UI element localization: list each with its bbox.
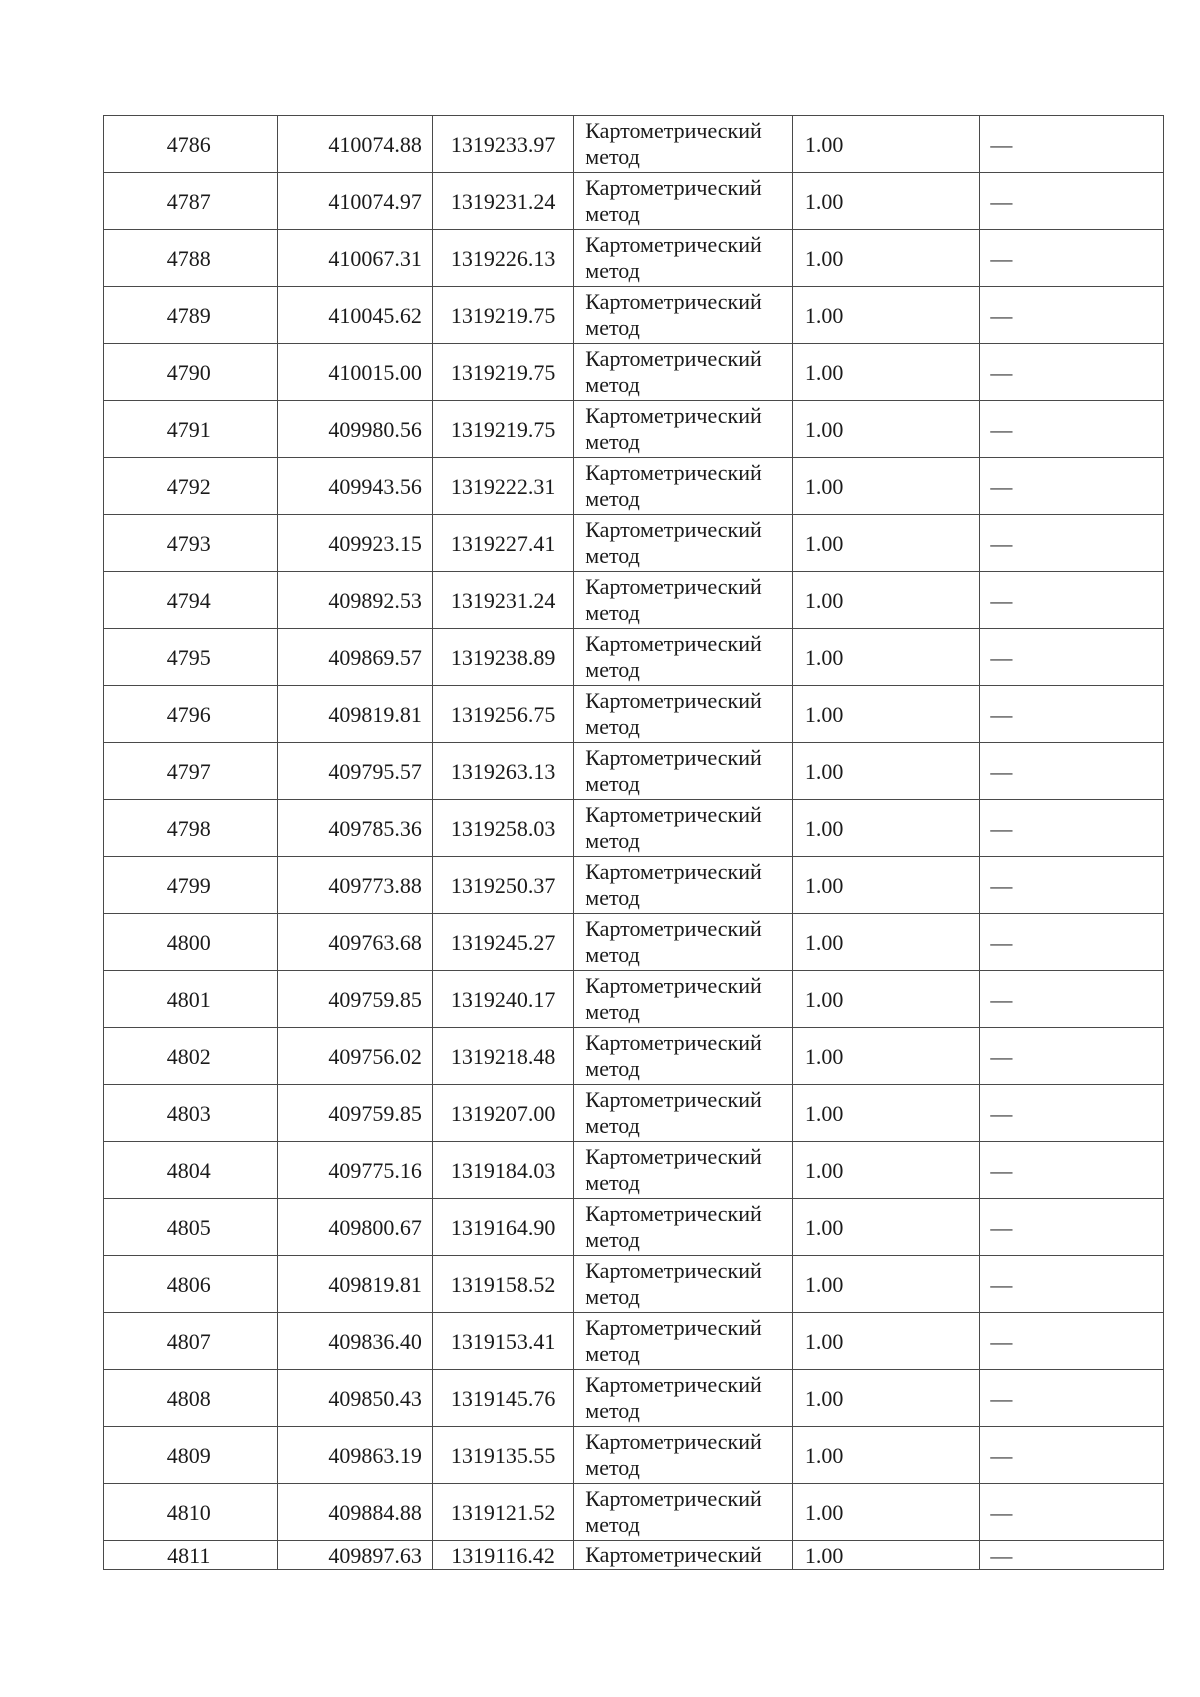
x-coordinate-cell: 410045.62 [278, 287, 432, 344]
point-number-cell: 4791 [104, 401, 278, 458]
method-cell [574, 686, 793, 743]
table-row [104, 971, 1164, 1028]
method-text-line2: метод [585, 999, 640, 1024]
point-number-cell: 4808 [104, 1370, 278, 1427]
y-coordinate-cell: 1319238.89 [432, 629, 573, 686]
table-row [104, 686, 1164, 743]
description-cell: — [980, 1313, 1164, 1370]
method-text-line2: метод [585, 1284, 640, 1309]
point-number-cell: 4787 [104, 173, 278, 230]
description-cell: — [980, 287, 1164, 344]
x-coordinate-cell: 409923.15 [278, 515, 432, 572]
method-cell [574, 1541, 793, 1570]
table-row [104, 458, 1164, 515]
method-text-line2: метод [585, 315, 640, 340]
description-cell: — [980, 1541, 1164, 1570]
table-row [104, 173, 1164, 230]
method-text-line1: Картометрический [585, 745, 762, 770]
point-number-cell: 4788 [104, 230, 278, 287]
method-text-line1: Картометрический [585, 403, 762, 428]
accuracy-cell: 1.00 [792, 287, 980, 344]
method-text-line1: Картометрический [585, 1144, 762, 1169]
accuracy-cell: 1.00 [792, 800, 980, 857]
y-coordinate-cell: 1319263.13 [432, 743, 573, 800]
method-cell [574, 857, 793, 914]
point-number-cell: 4797 [104, 743, 278, 800]
point-number-cell: 4802 [104, 1028, 278, 1085]
method-text-line2: метод [585, 372, 640, 397]
table-row [104, 1484, 1164, 1541]
method-text-line1: Картометрический [585, 973, 762, 998]
y-coordinate-cell: 1319233.97 [432, 116, 573, 173]
method-text-line1: Картометрический [585, 517, 762, 542]
method-text-line1: Картометрический [585, 1372, 762, 1397]
point-number-cell: 4809 [104, 1427, 278, 1484]
method-cell [574, 1028, 793, 1085]
method-cell [574, 743, 793, 800]
point-number-cell: 4795 [104, 629, 278, 686]
y-coordinate-cell: 1319184.03 [432, 1142, 573, 1199]
x-coordinate-cell: 409775.16 [278, 1142, 432, 1199]
method-text-line1: Картометрический [585, 1030, 762, 1055]
accuracy-cell: 1.00 [792, 173, 980, 230]
table-row [104, 1142, 1164, 1199]
y-coordinate-cell: 1319207.00 [432, 1085, 573, 1142]
description-cell: — [980, 230, 1164, 287]
table-row [104, 1427, 1164, 1484]
y-coordinate-cell: 1319145.76 [432, 1370, 573, 1427]
method-cell [574, 401, 793, 458]
description-cell: — [980, 515, 1164, 572]
table-row [104, 1085, 1164, 1142]
accuracy-cell: 1.00 [792, 230, 980, 287]
table-row [104, 1256, 1164, 1313]
method-cell [574, 230, 793, 287]
x-coordinate-cell: 409980.56 [278, 401, 432, 458]
method-text-line1: Картометрический [585, 232, 762, 257]
accuracy-cell: 1.00 [792, 1142, 980, 1199]
description-cell: — [980, 1256, 1164, 1313]
x-coordinate-cell: 409884.88 [278, 1484, 432, 1541]
method-text-line1: Картометрический [585, 1429, 762, 1454]
accuracy-cell: 1.00 [792, 1370, 980, 1427]
description-cell: — [980, 914, 1164, 971]
accuracy-cell: 1.00 [792, 1199, 980, 1256]
y-coordinate-cell: 1319219.75 [432, 287, 573, 344]
y-coordinate-cell: 1319250.37 [432, 857, 573, 914]
table-row [104, 344, 1164, 401]
table-row [104, 230, 1164, 287]
method-text-line1: Картометрический [585, 1542, 762, 1567]
description-cell: — [980, 1484, 1164, 1541]
method-text-line1: Картометрический [585, 574, 762, 599]
method-text-line2: метод [585, 144, 640, 169]
method-cell [574, 1142, 793, 1199]
description-cell: — [980, 1085, 1164, 1142]
method-text-line2: метод [585, 543, 640, 568]
accuracy-cell: 1.00 [792, 629, 980, 686]
x-coordinate-cell: 409943.56 [278, 458, 432, 515]
y-coordinate-cell: 1319121.52 [432, 1484, 573, 1541]
method-text-line1: Картометрический [585, 1486, 762, 1511]
method-text-line1: Картометрический [585, 802, 762, 827]
accuracy-cell: 1.00 [792, 914, 980, 971]
method-cell [574, 1256, 793, 1313]
description-cell: — [980, 857, 1164, 914]
x-coordinate-cell: 409819.81 [278, 1256, 432, 1313]
y-coordinate-cell: 1319258.03 [432, 800, 573, 857]
accuracy-cell: 1.00 [792, 401, 980, 458]
description-cell: — [980, 629, 1164, 686]
method-cell [574, 116, 793, 173]
point-number-cell: 4793 [104, 515, 278, 572]
accuracy-cell: 1.00 [792, 1028, 980, 1085]
x-coordinate-cell: 410015.00 [278, 344, 432, 401]
x-coordinate-cell: 409795.57 [278, 743, 432, 800]
x-coordinate-cell: 409892.53 [278, 572, 432, 629]
point-number-cell: 4786 [104, 116, 278, 173]
x-coordinate-cell: 409785.36 [278, 800, 432, 857]
table-row [104, 1370, 1164, 1427]
accuracy-cell: 1.00 [792, 857, 980, 914]
method-text-line2: метод [585, 1341, 640, 1366]
table-row [104, 1541, 1164, 1570]
method-text-line2: метод [585, 942, 640, 967]
description-cell: — [980, 1028, 1164, 1085]
method-text-line2: метод [585, 657, 640, 682]
method-text-line1: Картометрический [585, 1258, 762, 1283]
method-cell [574, 287, 793, 344]
table-row [104, 515, 1164, 572]
method-cell [574, 629, 793, 686]
point-number-cell: 4792 [104, 458, 278, 515]
method-text-line2: метод [585, 1170, 640, 1195]
table-row [104, 572, 1164, 629]
method-cell [574, 515, 793, 572]
method-text-line2: метод [585, 771, 640, 796]
x-coordinate-cell: 409800.67 [278, 1199, 432, 1256]
point-number-cell: 4789 [104, 287, 278, 344]
point-number-cell: 4807 [104, 1313, 278, 1370]
accuracy-cell: 1.00 [792, 1313, 980, 1370]
y-coordinate-cell: 1319222.31 [432, 458, 573, 515]
method-text-line2: метод [585, 714, 640, 739]
method-text-line1: Картометрический [585, 346, 762, 371]
description-cell: — [980, 1427, 1164, 1484]
method-cell [574, 458, 793, 515]
description-cell: — [980, 743, 1164, 800]
x-coordinate-cell: 409773.88 [278, 857, 432, 914]
point-number-cell: 4796 [104, 686, 278, 743]
method-text-line2: метод [585, 486, 640, 511]
y-coordinate-cell: 1319219.75 [432, 344, 573, 401]
method-text-line1: Картометрический [585, 916, 762, 941]
point-number-cell: 4804 [104, 1142, 278, 1199]
y-coordinate-cell: 1319116.42 [432, 1541, 573, 1570]
table-row [104, 743, 1164, 800]
y-coordinate-cell: 1319226.13 [432, 230, 573, 287]
description-cell: — [980, 1142, 1164, 1199]
point-number-cell: 4805 [104, 1199, 278, 1256]
method-text-line2: метод [585, 1056, 640, 1081]
coordinates-table [103, 115, 1164, 1570]
method-text-line2: метод [585, 258, 640, 283]
x-coordinate-cell: 409850.43 [278, 1370, 432, 1427]
method-text-line2: метод [585, 1398, 640, 1423]
method-text-line1: Картометрический [585, 175, 762, 200]
accuracy-cell: 1.00 [792, 458, 980, 515]
x-coordinate-cell: 409819.81 [278, 686, 432, 743]
x-coordinate-cell: 410074.88 [278, 116, 432, 173]
table-row [104, 287, 1164, 344]
method-text-line1: Картометрический [585, 1201, 762, 1226]
method-cell [574, 1313, 793, 1370]
method-cell [574, 800, 793, 857]
method-cell [574, 914, 793, 971]
y-coordinate-cell: 1319240.17 [432, 971, 573, 1028]
method-cell [574, 1370, 793, 1427]
y-coordinate-cell: 1319245.27 [432, 914, 573, 971]
y-coordinate-cell: 1319231.24 [432, 572, 573, 629]
description-cell: — [980, 344, 1164, 401]
method-cell [574, 173, 793, 230]
x-coordinate-cell: 409756.02 [278, 1028, 432, 1085]
description-cell: — [980, 686, 1164, 743]
accuracy-cell: 1.00 [792, 971, 980, 1028]
table-row [104, 1199, 1164, 1256]
description-cell: — [980, 800, 1164, 857]
accuracy-cell: 1.00 [792, 344, 980, 401]
point-number-cell: 4803 [104, 1085, 278, 1142]
x-coordinate-cell: 409759.85 [278, 971, 432, 1028]
method-cell [574, 1085, 793, 1142]
method-text-line2: метод [585, 1455, 640, 1480]
coordinates-table-body [104, 116, 1164, 1570]
accuracy-cell: 1.00 [792, 686, 980, 743]
point-number-cell: 4798 [104, 800, 278, 857]
y-coordinate-cell: 1319158.52 [432, 1256, 573, 1313]
table-row [104, 401, 1164, 458]
accuracy-cell: 1.00 [792, 1427, 980, 1484]
x-coordinate-cell: 409897.63 [278, 1541, 432, 1570]
description-cell: — [980, 116, 1164, 173]
table-row [104, 1028, 1164, 1085]
point-number-cell: 4800 [104, 914, 278, 971]
method-cell [574, 1484, 793, 1541]
method-text-line2: метод [585, 828, 640, 853]
table-row [104, 1313, 1164, 1370]
description-cell: — [980, 401, 1164, 458]
y-coordinate-cell: 1319135.55 [432, 1427, 573, 1484]
table-row [104, 914, 1164, 971]
method-text-line2: метод [585, 201, 640, 226]
description-cell: — [980, 1199, 1164, 1256]
method-text-line1: Картометрический [585, 118, 762, 143]
point-number-cell: 4790 [104, 344, 278, 401]
method-text-line1: Картометрический [585, 688, 762, 713]
x-coordinate-cell: 409836.40 [278, 1313, 432, 1370]
accuracy-cell: 1.00 [792, 1484, 980, 1541]
accuracy-cell: 1.00 [792, 572, 980, 629]
point-number-cell: 4810 [104, 1484, 278, 1541]
x-coordinate-cell: 410074.97 [278, 173, 432, 230]
y-coordinate-cell: 1319231.24 [432, 173, 573, 230]
accuracy-cell: 1.00 [792, 743, 980, 800]
method-text-line2: метод [585, 1227, 640, 1252]
method-text-line1: Картометрический [585, 1087, 762, 1112]
accuracy-cell: 1.00 [792, 515, 980, 572]
method-text-line2: метод [585, 1512, 640, 1537]
accuracy-cell: 1.00 [792, 116, 980, 173]
method-cell [574, 971, 793, 1028]
x-coordinate-cell: 409869.57 [278, 629, 432, 686]
method-text-line2: метод [585, 885, 640, 910]
table-row [104, 116, 1164, 173]
point-number-cell: 4806 [104, 1256, 278, 1313]
table-row [104, 629, 1164, 686]
method-text-line2: метод [585, 429, 640, 454]
method-cell [574, 1427, 793, 1484]
method-text-line1: Картометрический [585, 460, 762, 485]
method-cell [574, 344, 793, 401]
point-number-cell: 4811 [104, 1541, 278, 1570]
point-number-cell: 4799 [104, 857, 278, 914]
y-coordinate-cell: 1319219.75 [432, 401, 573, 458]
description-cell: — [980, 971, 1164, 1028]
method-cell [574, 1199, 793, 1256]
method-text-line1: Картометрический [585, 1315, 762, 1340]
accuracy-cell: 1.00 [792, 1085, 980, 1142]
method-text-line2: метод [585, 1113, 640, 1138]
table-row [104, 857, 1164, 914]
accuracy-cell: 1.00 [792, 1541, 980, 1570]
method-text-line1: Картометрический [585, 631, 762, 656]
description-cell: — [980, 173, 1164, 230]
method-text-line1: Картометрический [585, 289, 762, 314]
description-cell: — [980, 572, 1164, 629]
accuracy-cell: 1.00 [792, 1256, 980, 1313]
y-coordinate-cell: 1319153.41 [432, 1313, 573, 1370]
point-number-cell: 4794 [104, 572, 278, 629]
point-number-cell: 4801 [104, 971, 278, 1028]
y-coordinate-cell: 1319218.48 [432, 1028, 573, 1085]
table-row [104, 800, 1164, 857]
x-coordinate-cell: 409759.85 [278, 1085, 432, 1142]
method-text-line1: Картометрический [585, 859, 762, 884]
description-cell: — [980, 458, 1164, 515]
y-coordinate-cell: 1319256.75 [432, 686, 573, 743]
x-coordinate-cell: 409863.19 [278, 1427, 432, 1484]
x-coordinate-cell: 410067.31 [278, 230, 432, 287]
x-coordinate-cell: 409763.68 [278, 914, 432, 971]
y-coordinate-cell: 1319227.41 [432, 515, 573, 572]
method-text-line2: метод [585, 600, 640, 625]
method-cell [574, 572, 793, 629]
description-cell: — [980, 1370, 1164, 1427]
y-coordinate-cell: 1319164.90 [432, 1199, 573, 1256]
